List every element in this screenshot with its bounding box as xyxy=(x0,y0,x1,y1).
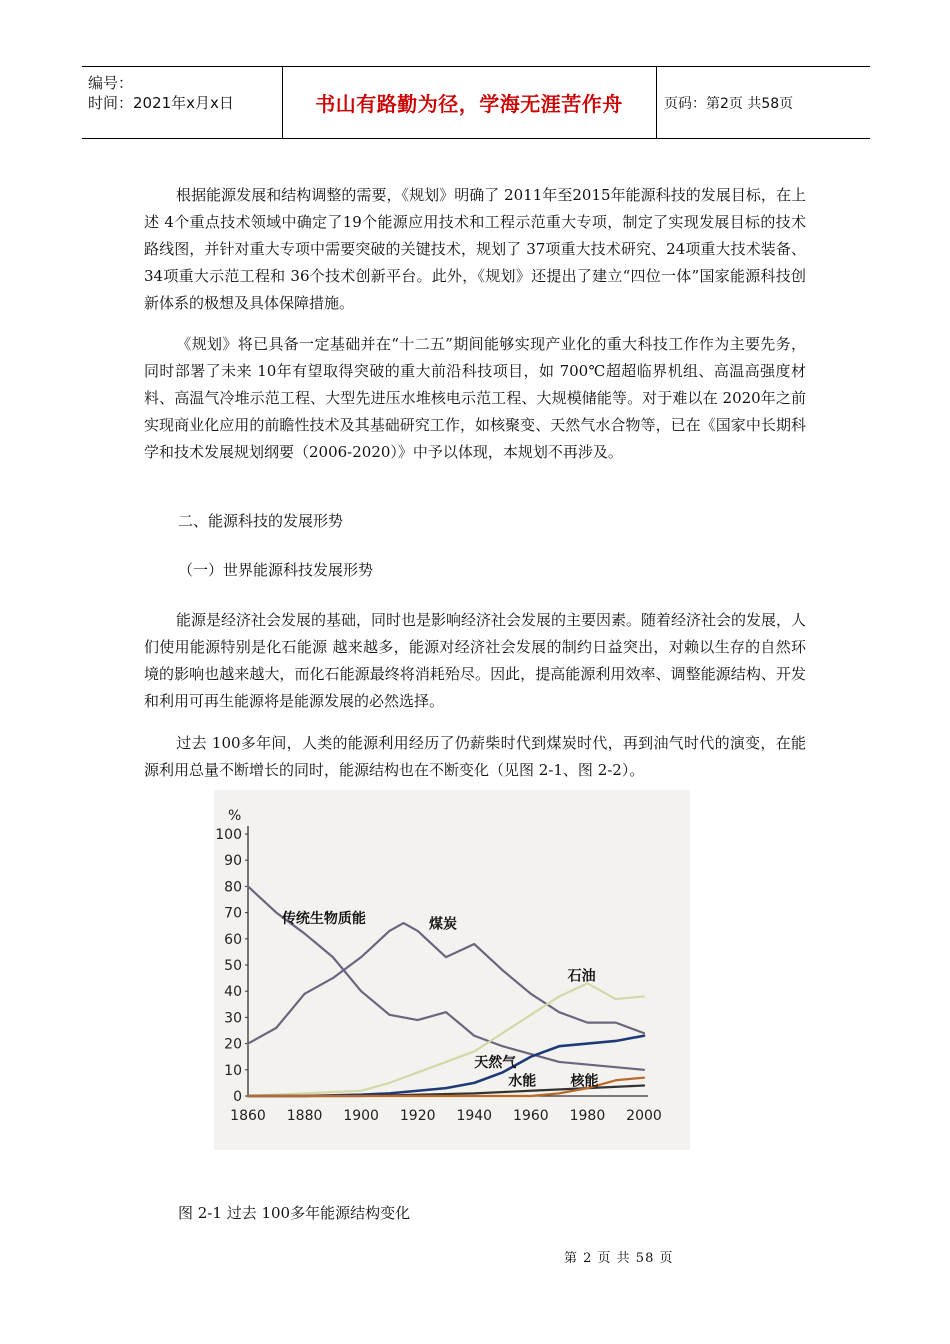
y-tick-label: 70 xyxy=(224,905,242,922)
header-divider xyxy=(282,67,283,138)
series-label-5: 核能 xyxy=(570,1073,599,1090)
x-tick-label: 1940 xyxy=(456,1108,493,1124)
paragraph-4-text: 过去 100多年间，人类的能源利用经历了仍薪柴时代到煤炭时代，再到油气时代的演变，在能源利用总量不断增长的同时，能源结构也在不断变化（见图 2-1、图 2-2）。 xyxy=(144,734,806,779)
paragraph-2-text: 《规划》将已具备一定基础并在“十二五”期间能够实现产业化的重大科技工作作为主要先务，同时部署了未来 10年有望取得突破的重大前沿科技项目，如 700℃超超临界机组、高温高强度材料、高温气冷堆示范工程、大型先进压水堆核电示范工程、大规模储能等。对于难以在 2020年之前实现商业化应用的前瞻性技术及其基础研究工作，如核聚变、天然气水合物等，已在《国家中长期科学和技术发展规划纲要（2006-2020）》中予以体现，本规划不再涉及。 xyxy=(144,335,806,461)
y-tick-label: 0 xyxy=(233,1089,242,1105)
y-tick-label: 40 xyxy=(224,984,242,1001)
paragraph-4 xyxy=(144,730,806,784)
x-tick-label: 2000 xyxy=(626,1108,662,1124)
paragraph-3-text: 能源是经济社会发展的基础，同时也是影响经济社会发展的主要因素。随着经济社会的发展，人们使用能源特别是化石能源 越来越多，能源对经济社会发展的制约日益突出，对赖以生存的自然环境的影响也越来越大，而化石能源最终将消耗殆尽。因此，提高能源利用效率、调整能源结构、开发和利用可再生能源将是能源发展的必然选择。 xyxy=(144,611,807,710)
page-footer: 第 2 页 共 58 页 xyxy=(564,1251,674,1266)
time-label: 时间：2021年x月x日 xyxy=(88,94,234,112)
x-tick-label: 1900 xyxy=(343,1108,379,1124)
subsection-heading: （一）世界能源科技发展形势 xyxy=(178,561,374,579)
header-table xyxy=(82,66,870,139)
series-label-4: 水能 xyxy=(508,1073,537,1090)
x-tick-label: 1880 xyxy=(286,1108,323,1124)
x-tick-label: 1860 xyxy=(230,1108,266,1124)
series-label-2: 石油 xyxy=(567,968,596,985)
y-tick-label: 30 xyxy=(224,1010,242,1027)
figure-caption: 图 2-1 过去 100多年能源结构变化 xyxy=(178,1204,411,1222)
paragraph-1 xyxy=(144,182,806,317)
paragraph-2 xyxy=(144,331,806,466)
y-tick-label: 60 xyxy=(224,931,242,948)
series-label-3: 天然气 xyxy=(474,1055,517,1072)
section-heading: 二、能源科技的发展形势 xyxy=(178,512,344,530)
series-label-0: 传统生物质能 xyxy=(281,911,366,928)
y-tick-label: 90 xyxy=(224,853,242,870)
x-tick-label: 1960 xyxy=(513,1108,549,1124)
series-label-1: 煤炭 xyxy=(429,916,458,933)
y-unit-label: % xyxy=(228,808,242,824)
y-tick-label: 100 xyxy=(215,827,242,843)
header-page-info: 页码：第2页 共58页 xyxy=(664,95,794,112)
x-tick-label: 1920 xyxy=(399,1108,436,1124)
header-meta xyxy=(88,73,234,113)
x-tick-label: 1980 xyxy=(569,1108,606,1124)
header-motto: 书山有路勤为径，学海无涯苦作舟 xyxy=(315,92,623,116)
chart-svg xyxy=(214,790,690,1150)
y-tick-label: 20 xyxy=(224,1036,242,1053)
y-tick-label: 50 xyxy=(224,958,242,974)
number-label: 编号： xyxy=(88,74,134,92)
paragraph-3 xyxy=(144,607,806,715)
paragraph-1-text: 根据能源发展和结构调整的需要，《规划》明确了 2011年至2015年能源科技的发展目标，在上述 4个重点技术领域中确定了19个能源应用技术和工程示范重大专项，制定了实现发展目标的技术路线图，并针对重大专项中需要突破的关键技术，规划了 37项重大技术研究、24项重大技术装备、34项重大示范工程和 36个技术创新平台。此外，《规划》还提出了建立“四位一体”国家能源科技创新体系的极想及具体保障措施。 xyxy=(144,186,806,312)
energy-structure-chart xyxy=(214,790,690,1150)
y-tick-label: 10 xyxy=(224,1062,242,1079)
header-divider xyxy=(656,67,657,138)
y-tick-label: 80 xyxy=(224,879,242,896)
